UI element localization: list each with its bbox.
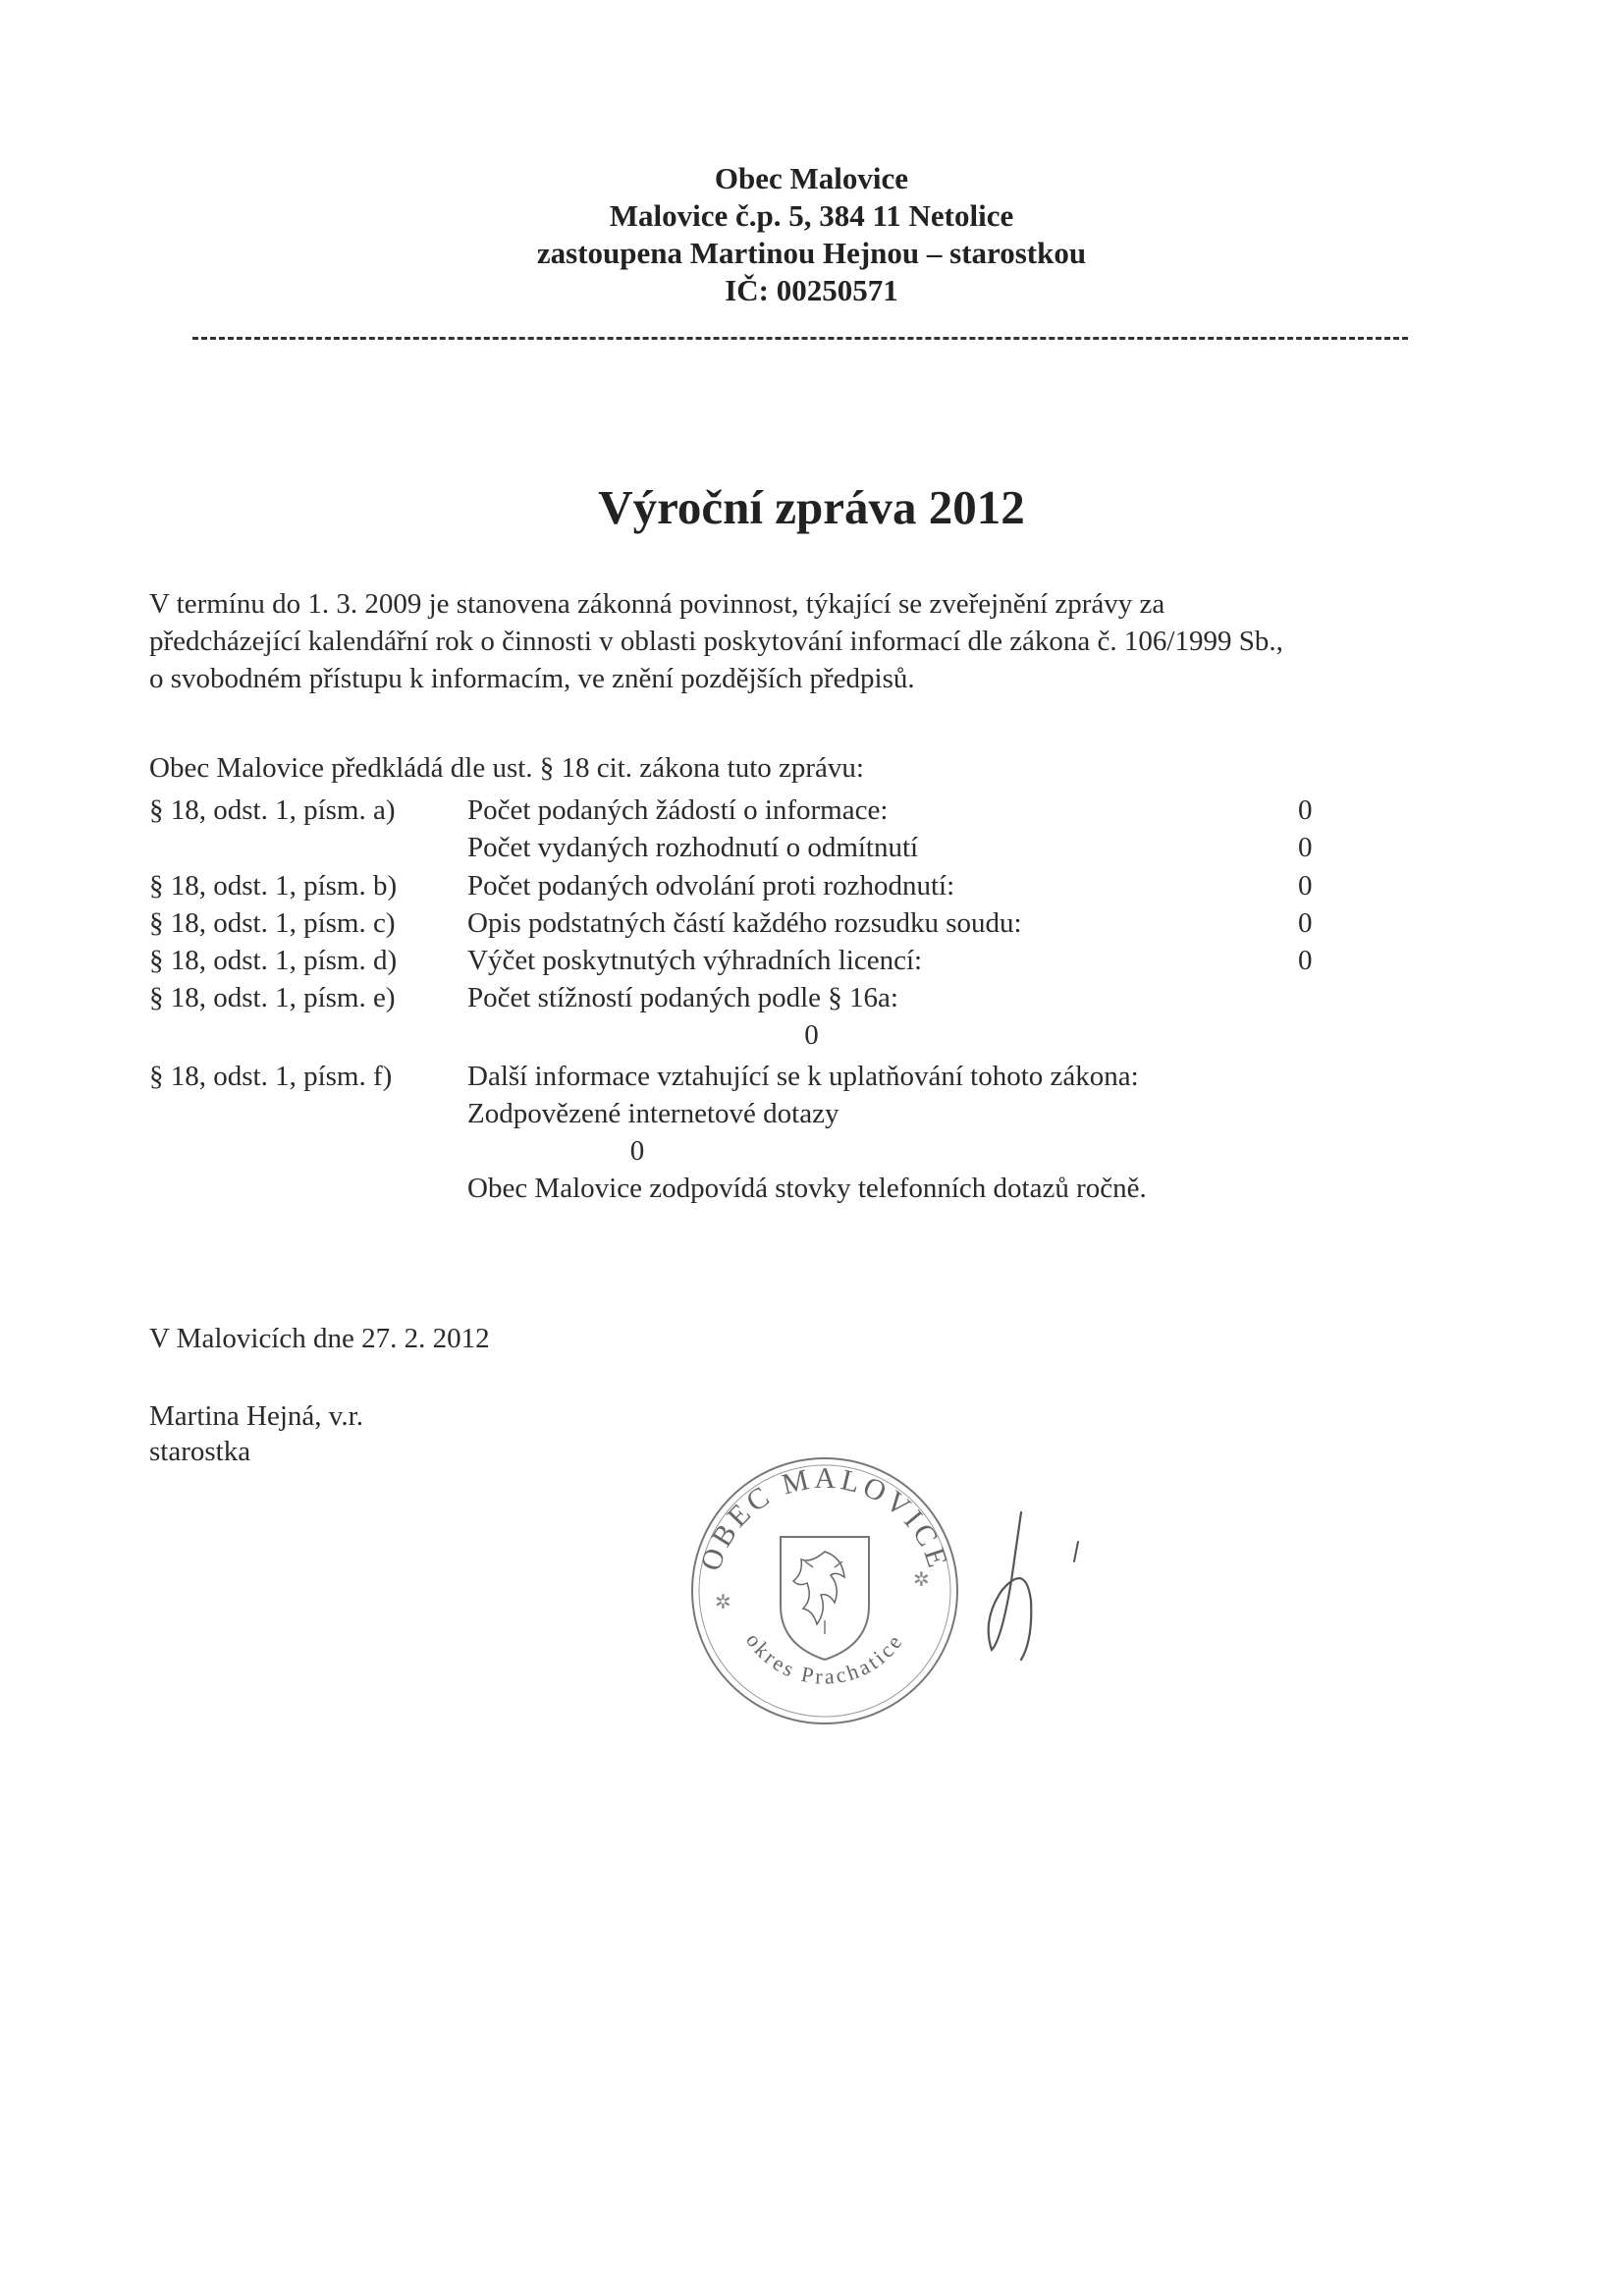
- row-reference: § 18, odst. 1, písm. f): [149, 1061, 393, 1092]
- row-value: 0: [1298, 832, 1313, 863]
- report-row-f-value: [0, 1131, 1623, 1171]
- svg-text:✲: ✲: [715, 1592, 731, 1613]
- row-value: 0: [629, 1135, 645, 1167]
- row-reference: § 18, odst. 1, písm. e): [149, 982, 396, 1013]
- row-description: Počet podaných odvolání proti rozhodnutí:: [467, 870, 955, 902]
- row-reference: § 18, odst. 1, písm. c): [149, 907, 396, 939]
- row-reference: § 18, odst. 1, písm. d): [149, 945, 398, 976]
- document-title: Výroční zpráva 2012: [598, 480, 1025, 534]
- representative: zastoupena Martinou Hejnou – starostkou: [536, 236, 1087, 270]
- municipality-name: Obec Malovice: [714, 161, 909, 195]
- signatory-name: Martina Hejná, v.r.: [149, 1400, 363, 1432]
- coat-of-arms-icon: [781, 1537, 869, 1660]
- row-value: 0: [1298, 945, 1313, 976]
- row-value: 0: [1298, 794, 1313, 826]
- stamp-star-icon: [715, 1569, 930, 1613]
- intro-line: předcházející kalendářní rok o činnosti v oblasti poskytování informací dle zákona č. 106/1999 Sb.,: [149, 626, 1283, 657]
- row-reference: § 18, odst. 1, písm. b): [149, 870, 398, 902]
- svg-text:✲: ✲: [913, 1569, 930, 1591]
- row-description: Další informace vztahující se k uplatňování tohoto zákona:: [467, 1061, 1139, 1092]
- intro-line: V termínu do 1. 3. 2009 je stanovena zákonná povinnost, týkající se zveřejnění zprávy za: [149, 588, 1165, 620]
- municipality-address: Malovice č.p. 5, 384 11 Netolice: [609, 198, 1014, 233]
- report-row-a2: [0, 828, 1623, 867]
- report-row-a: [0, 791, 1623, 830]
- official-stamp: [677, 1444, 972, 1738]
- report-row-e: [0, 978, 1623, 1017]
- row-reference: § 18, odst. 1, písm. a): [149, 794, 396, 826]
- dashed-divider: [192, 337, 1408, 340]
- row-description: Opis podstatných částí každého rozsudku soudu:: [467, 907, 1022, 939]
- row-description: Počet vydaných rozhodnutí o odmítnutí: [467, 832, 919, 863]
- report-row-f: [0, 1057, 1623, 1096]
- report-row-f-note: [0, 1169, 1623, 1208]
- intro-line: o svobodném přístupu k informacím, ve znění pozdějších předpisů.: [149, 663, 915, 694]
- row-description: Počet stížností podaných podle § 16a:: [467, 982, 898, 1013]
- row-description: Počet podaných žádostí o informace:: [467, 794, 889, 826]
- intro-paragraph: [149, 585, 1455, 697]
- stamp-top-text: OBEC MALOVICE: [694, 1461, 955, 1575]
- signatory-role: starostka: [149, 1436, 251, 1467]
- row-note: Obec Malovice zodpovídá stovky telefonních dotazů ročně.: [467, 1173, 1147, 1204]
- report-row-d: [0, 941, 1623, 980]
- company-id: IČ: 00250571: [725, 273, 898, 307]
- row-description: Výčet poskytnutých výhradních licencí:: [467, 945, 923, 976]
- letterhead: [0, 160, 1623, 309]
- row-description: Zodpovězené internetové dotazy: [467, 1098, 839, 1129]
- report-lead: Obec Malovice předkládá dle ust. § 18 cit. zákona tuto zprávu:: [149, 752, 864, 784]
- report-row-f-detail: [0, 1094, 1623, 1133]
- report-row-b: [0, 866, 1623, 905]
- handwritten-signature: [972, 1503, 1109, 1669]
- stamp-bottom-text: okres Prachatice: [741, 1628, 908, 1689]
- row-value: 0: [1298, 907, 1313, 939]
- row-value: 0: [1298, 870, 1313, 902]
- report-row-e-value: [0, 1015, 1623, 1055]
- place-and-date: V Malovicích dne 27. 2. 2012: [149, 1323, 490, 1354]
- report-row-c: [0, 903, 1623, 943]
- row-value: 0: [804, 1019, 819, 1051]
